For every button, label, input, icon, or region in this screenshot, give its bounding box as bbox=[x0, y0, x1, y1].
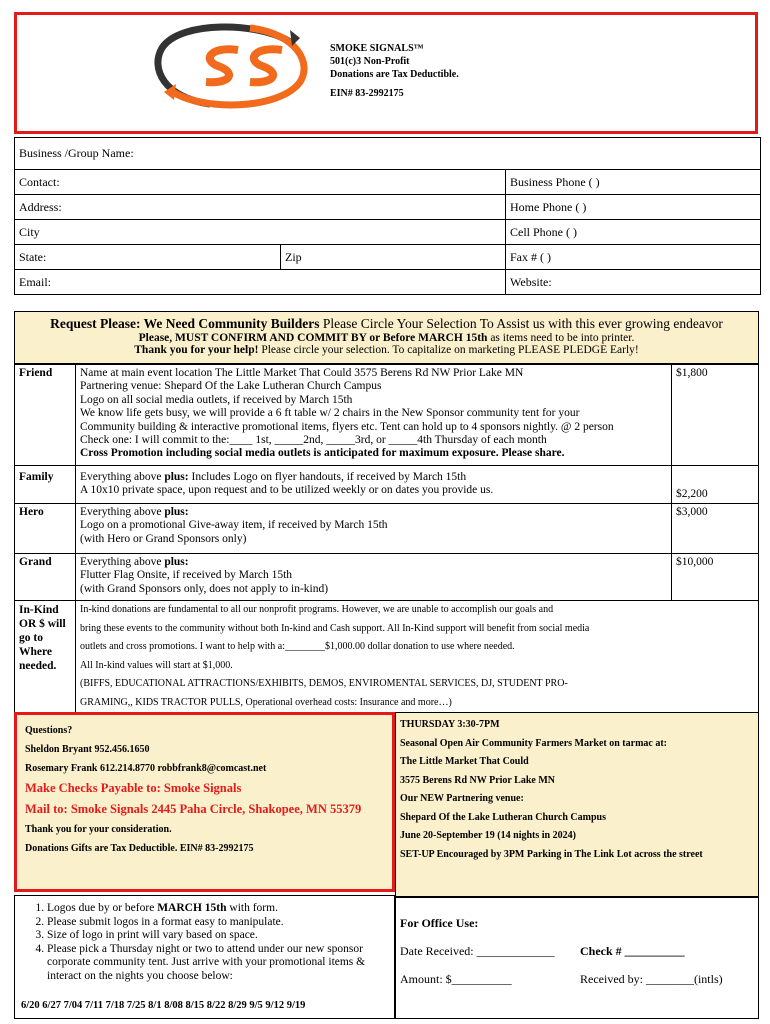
tier-description bbox=[76, 466, 672, 504]
website-field[interactable]: Website: bbox=[506, 270, 761, 295]
office-row bbox=[400, 972, 754, 1000]
cross-promotion-note: Cross Promotion including social media outlets is anticipated for maximum exposure. Please share. bbox=[80, 447, 565, 460]
inkind-line: GRAMING,, KIDS TRACTOR PULLS, Operational overhead costs: Insurance and more…) bbox=[80, 696, 452, 708]
note-deadline: MARCH 15th bbox=[157, 902, 227, 914]
list-item: 3. Size of logo in print will vary based on space. bbox=[47, 929, 388, 943]
sponsorship-tiers bbox=[14, 364, 759, 715]
checks-payable: Make Checks Payable to: Smoke Signals bbox=[25, 781, 242, 795]
hero-line: Logo on a promotional Give-away item, if received by March 15th bbox=[80, 519, 388, 532]
office-title: For Office Use: bbox=[400, 916, 479, 930]
tier-description bbox=[76, 504, 672, 554]
commit-line[interactable]: Check one: I will commit to the:____ 1st, _____2nd, _____3rd, or _____4th Thursday of each month bbox=[80, 434, 547, 447]
tier-name: Friend bbox=[15, 365, 76, 466]
event-panel bbox=[395, 712, 759, 897]
friend-line: Name at main event location The Little Market That Could 3575 Berens Rd NW Prior Lake MN bbox=[80, 367, 524, 379]
event-line: Shepard Of the Lake Lutheran Church Campus bbox=[400, 811, 606, 823]
state-field[interactable]: State: bbox=[15, 245, 281, 270]
tier-price: $10,000 bbox=[672, 554, 759, 601]
contact-sheldon: Sheldon Bryant 952.456.1650 bbox=[25, 744, 150, 755]
contact-form bbox=[14, 137, 761, 295]
date-received-field[interactable]: Date Received: _____________ bbox=[400, 944, 555, 958]
org-info bbox=[330, 42, 459, 100]
inkind-line: In-kind donations are fundamental to all our nonprofit programs. However, we are unable to accomplish our goals and bbox=[80, 604, 554, 615]
contact-rosemary[interactable]: Rosemary Frank 612.214.8770 robbfrank8@comcast.net bbox=[25, 763, 267, 774]
smoke-signals-logo bbox=[140, 20, 320, 112]
everything-above: Everything above bbox=[80, 556, 165, 568]
check-number-field[interactable]: Check # __________ bbox=[580, 944, 685, 958]
zip-field[interactable]: Zip bbox=[281, 245, 506, 270]
city-field[interactable]: City bbox=[15, 220, 506, 245]
ein: EIN# 83-2992175 bbox=[330, 88, 404, 99]
request-title: Request Please: We Need Community Builders bbox=[50, 316, 320, 331]
friend-line: Partnering venue: Shepard Of the Lake Lutheran Church Campus bbox=[80, 380, 382, 393]
everything-above: Everything above bbox=[80, 506, 165, 518]
event-line: SET-UP Encouraged by 3PM Parking in The Link Lot across the street bbox=[400, 848, 703, 860]
questions-title: Questions? bbox=[25, 725, 73, 736]
tier-row-inkind[interactable] bbox=[15, 601, 759, 715]
pledge-note: Please circle your selection. To capitalize on marketing PLEASE PLEDGE Early! bbox=[258, 344, 639, 356]
event-dates[interactable]: 6/20 6/27 7/04 7/11 7/18 7/25 8/1 8/08 8/15 8/22 8/29 9/5 9/12 9/19 bbox=[21, 1000, 306, 1011]
request-subtitle: Please Circle Your Selection To Assist us with this ever growing endeavor bbox=[319, 316, 723, 331]
notes-list bbox=[21, 902, 388, 983]
tier-description bbox=[76, 365, 672, 466]
inkind-label: Where bbox=[19, 646, 53, 658]
hero-line: (with Hero or Grand Sponsors only) bbox=[80, 532, 247, 545]
cell-phone-field[interactable]: Cell Phone ( ) bbox=[506, 220, 761, 245]
tier-price: $3,000 bbox=[672, 504, 759, 554]
org-name: SMOKE SIGNALS™ bbox=[330, 43, 424, 54]
tier-price: $2,200 bbox=[672, 466, 759, 504]
questions-panel bbox=[14, 712, 395, 892]
received-by-field[interactable]: Received by: ________(intls) bbox=[580, 972, 723, 986]
inkind-label: needed. bbox=[19, 660, 57, 672]
family-line: Includes Logo on flyer handouts, if received by March 15th bbox=[188, 471, 467, 483]
plus-label: plus: bbox=[164, 506, 189, 518]
inkind-line: All In-kind values will start at $1,000. bbox=[80, 659, 233, 671]
event-line: 3575 Berens Rd NW Prior Lake MN bbox=[400, 774, 555, 786]
grand-line: Flutter Flag Onsite, if received by March 15th bbox=[80, 569, 293, 582]
office-row bbox=[400, 944, 754, 972]
tax-deductible-note: Donations Gifts are Tax Deductible. EIN# 83-2992175 bbox=[25, 843, 254, 854]
inkind-description bbox=[76, 601, 759, 715]
list-item: 2. Please submit logos in a format easy to manipulate. bbox=[47, 916, 388, 930]
event-line: The Little Market That Could bbox=[400, 756, 529, 767]
tier-description bbox=[76, 554, 672, 601]
inkind-label: go to bbox=[19, 632, 43, 644]
fax-field[interactable]: Fax # ( ) bbox=[506, 245, 761, 270]
tier-name: Hero bbox=[15, 504, 76, 554]
list-item bbox=[47, 902, 388, 916]
tier-row-grand[interactable] bbox=[15, 554, 759, 601]
confirm-deadline: Please, MUST CONFIRM AND COMMIT BY or Before MARCH 15th bbox=[138, 332, 488, 344]
event-line: Seasonal Open Air Community Farmers Market on tarmac at: bbox=[400, 737, 668, 749]
grand-line: (with Grand Sponsors only, does not apply to in-kind) bbox=[80, 582, 329, 595]
thanks-note: Thank you for your consideration. bbox=[25, 824, 172, 835]
event-line: Our NEW Partnering venue: bbox=[400, 793, 524, 804]
tier-name: Family bbox=[15, 466, 76, 504]
tier-name bbox=[15, 601, 76, 715]
request-banner bbox=[14, 311, 759, 364]
list-item: 4. Please pick a Thursday night or two to attend under our new sponsor corporate community tent. Just arrive with your promotional items & interact on the nights you choose below: bbox=[47, 943, 388, 984]
mail-address: Mail to: Smoke Signals 2445 Paha Circle, Shakopee, MN 55379 bbox=[25, 802, 362, 816]
business-name-field[interactable]: Business /Group Name: bbox=[15, 138, 761, 170]
everything-above: Everything above bbox=[80, 471, 165, 483]
note-text: with form. bbox=[226, 902, 278, 914]
org-type: 501(c)3 Non-Profit bbox=[330, 56, 410, 67]
tax-note: Donations are Tax Deductible. bbox=[330, 69, 459, 80]
business-phone-field[interactable]: Business Phone ( ) bbox=[506, 170, 761, 195]
plus-label: plus: bbox=[164, 471, 189, 483]
office-use-panel bbox=[395, 897, 759, 1019]
tier-row-friend[interactable] bbox=[15, 365, 759, 466]
event-time: THURSDAY 3:30-7PM bbox=[400, 719, 500, 730]
inkind-label: In-Kind bbox=[19, 604, 59, 616]
contact-field[interactable]: Contact: bbox=[15, 170, 506, 195]
tier-row-family[interactable] bbox=[15, 466, 759, 504]
notes-panel bbox=[14, 895, 395, 1019]
email-field[interactable]: Email: bbox=[15, 270, 506, 295]
inkind-line: (BIFFS, EDUCATIONAL ATTRACTIONS/EXHIBITS, DEMOS, ENVIROMENTAL SERVICES, DJ, STUDENT PRO- bbox=[80, 678, 568, 689]
plus-label: plus: bbox=[164, 556, 189, 568]
tier-row-hero[interactable] bbox=[15, 504, 759, 554]
thanks-text: Thank you for your help! bbox=[134, 344, 259, 356]
note-text: Logos due by or before bbox=[47, 902, 158, 914]
home-phone-field[interactable]: Home Phone ( ) bbox=[506, 195, 761, 220]
printer-note: as items need to be into printer. bbox=[487, 332, 635, 344]
friend-line: Community building & interactive promotional items, flyers etc. Tent can hold up to 4 sponsors nightly. @ 2 person bbox=[80, 420, 614, 433]
inkind-label: OR $ will bbox=[19, 618, 66, 630]
inkind-line: bring these events to the community without both In-kind and Cash support. All In-Kind support will benefit from social media bbox=[80, 622, 590, 634]
tier-name: Grand bbox=[15, 554, 76, 601]
friend-line: Logo on all social media outlets, if received by March 15th bbox=[80, 393, 353, 406]
tier-price: $1,800 bbox=[672, 365, 759, 466]
friend-line: We know life gets busy, we will provide a 6 ft table w/ 2 chairs in the New Sponsor community tent for your bbox=[80, 407, 580, 420]
inkind-donation-line[interactable]: outlets and cross promotions. I want to help with a:________$1,000.00 dollar donation to use where needed. bbox=[80, 641, 515, 652]
event-line: June 20-September 19 (14 nights in 2024) bbox=[400, 830, 576, 841]
address-field[interactable]: Address: bbox=[15, 195, 506, 220]
family-line: A 10x10 private space, upon request and to be utilized weekly or on dates you provide us. bbox=[80, 484, 494, 497]
amount-field[interactable]: Amount: $__________ bbox=[400, 972, 512, 986]
